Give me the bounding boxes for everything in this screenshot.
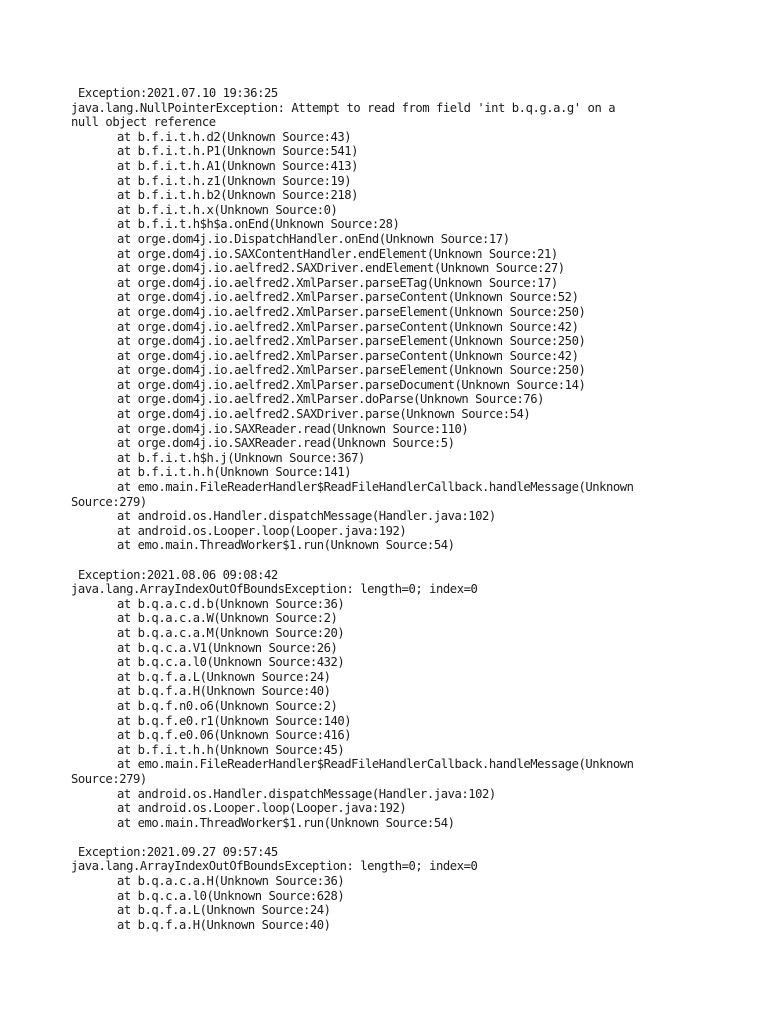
stack-frame: at b.q.f.a.H(Unknown Source:40) bbox=[117, 917, 331, 932]
stack-frame: at b.q.f.e0.r1(Unknown Source:140) bbox=[117, 713, 352, 728]
exception-message: java.lang.NullPointerException: Attempt to read from field 'int b.q.g.a.g' on a bbox=[71, 100, 616, 115]
stack-frame: at b.q.f.n0.o6(Unknown Source:2) bbox=[117, 698, 338, 713]
stack-frame: at b.q.c.a.l0(Unknown Source:628) bbox=[117, 888, 345, 903]
stack-frame: at b.f.i.t.h.h(Unknown Source:45) bbox=[117, 742, 345, 757]
exception-timestamp-header: Exception:2021.07.10 19:36:25 bbox=[78, 86, 278, 100]
stack-frame: at orge.dom4j.io.aelfred2.XmlParser.parseElement(Unknown Source:250) bbox=[117, 334, 586, 349]
exception-message: java.lang.ArrayIndexOutOfBoundsException: length=0; index=0 bbox=[71, 859, 478, 874]
exception-timestamp-header: Exception:2021.08.06 09:08:42 bbox=[78, 567, 278, 582]
stack-frame: at orge.dom4j.io.aelfred2.SAXDriver.parse(Unknown Source:54) bbox=[117, 407, 531, 422]
stack-frame: at orge.dom4j.io.DispatchHandler.onEnd(Unknown Source:17) bbox=[117, 231, 510, 246]
stack-frame: at b.f.i.t.h.d2(Unknown Source:43) bbox=[117, 129, 352, 144]
stack-frame: at orge.dom4j.io.SAXReader.read(Unknown Source:110) bbox=[117, 421, 469, 436]
stack-frame: at b.f.i.t.h$h.j(Unknown Source:367) bbox=[117, 450, 365, 465]
stack-frame: at android.os.Looper.loop(Looper.java:192) bbox=[117, 801, 407, 816]
stack-frame: at b.q.a.c.d.b(Unknown Source:36) bbox=[117, 596, 345, 611]
stack-frame: at b.q.f.a.L(Unknown Source:24) bbox=[117, 903, 331, 918]
stack-frame: at orge.dom4j.io.aelfred2.XmlParser.parseDocument(Unknown Source:14) bbox=[117, 377, 586, 392]
stack-frame: at android.os.Handler.dispatchMessage(Handler.java:102) bbox=[117, 786, 496, 801]
stack-frame: at b.f.i.t.h.z1(Unknown Source:19) bbox=[117, 173, 352, 188]
stack-frame-continuation: Source:279) bbox=[71, 494, 147, 509]
exception-timestamp-header: Exception:2021.09.27 09:57:45 bbox=[78, 844, 278, 859]
stack-frame: at b.f.i.t.h.b2(Unknown Source:218) bbox=[117, 188, 359, 203]
stack-frame: at emo.main.FileReaderHandler$ReadFileHandlerCallback.handleMessage(Unknown bbox=[117, 757, 634, 772]
exception-entry bbox=[71, 845, 761, 933]
exception-log-document bbox=[71, 86, 761, 947]
stack-frame: at orge.dom4j.io.aelfred2.XmlParser.parseElement(Unknown Source:250) bbox=[117, 363, 586, 378]
stack-frame: at b.f.i.t.h$h$a.onEnd(Unknown Source:28) bbox=[117, 217, 400, 232]
stack-frame: at android.os.Looper.loop(Looper.java:192) bbox=[117, 523, 407, 538]
stack-frame: at emo.main.ThreadWorker$1.run(Unknown Source:54) bbox=[117, 538, 455, 553]
stack-frame: at orge.dom4j.io.SAXReader.read(Unknown Source:5) bbox=[117, 436, 455, 451]
stack-frame: at android.os.Handler.dispatchMessage(Handler.java:102) bbox=[117, 509, 496, 524]
stack-frame: at b.q.a.c.a.H(Unknown Source:36) bbox=[117, 874, 345, 889]
stack-frame: at b.f.i.t.h.A1(Unknown Source:413) bbox=[117, 158, 359, 173]
stack-frame: at orge.dom4j.io.aelfred2.XmlParser.parseContent(Unknown Source:52) bbox=[117, 290, 579, 305]
stack-frame: at orge.dom4j.io.aelfred2.XmlParser.parseETag(Unknown Source:17) bbox=[117, 275, 558, 290]
stack-frame: at b.q.f.a.H(Unknown Source:40) bbox=[117, 684, 331, 699]
stack-frame: at b.q.a.c.a.M(Unknown Source:20) bbox=[117, 625, 345, 640]
stack-frame: at orge.dom4j.io.aelfred2.XmlParser.doParse(Unknown Source:76) bbox=[117, 392, 545, 407]
stack-frame: at orge.dom4j.io.SAXContentHandler.endElement(Unknown Source:21) bbox=[117, 246, 558, 261]
stack-frame: at b.q.f.a.L(Unknown Source:24) bbox=[117, 669, 331, 684]
stack-frame: at b.q.c.a.l0(Unknown Source:432) bbox=[117, 655, 345, 670]
stack-frame: at b.f.i.t.h.P1(Unknown Source:541) bbox=[117, 144, 359, 159]
stack-frame: at b.q.c.a.V1(Unknown Source:26) bbox=[117, 640, 338, 655]
stack-frame-continuation: Source:279) bbox=[71, 771, 147, 786]
exception-message: java.lang.ArrayIndexOutOfBoundsException: length=0; index=0 bbox=[71, 582, 478, 597]
stack-frame: at b.q.f.e0.06(Unknown Source:416) bbox=[117, 728, 352, 743]
stack-frame: at emo.main.ThreadWorker$1.run(Unknown Source:54) bbox=[117, 815, 455, 830]
stack-frame: at orge.dom4j.io.aelfred2.XmlParser.parseContent(Unknown Source:42) bbox=[117, 319, 579, 334]
stack-frame: at orge.dom4j.io.aelfred2.XmlParser.parseElement(Unknown Source:250) bbox=[117, 304, 586, 319]
exception-message: null object reference bbox=[71, 115, 216, 130]
stack-frame: at orge.dom4j.io.aelfred2.SAXDriver.endElement(Unknown Source:27) bbox=[117, 261, 565, 276]
stack-frame: at emo.main.FileReaderHandler$ReadFileHandlerCallback.handleMessage(Unknown bbox=[117, 480, 634, 495]
stack-frame: at b.q.a.c.a.W(Unknown Source:2) bbox=[117, 611, 338, 626]
exception-entry bbox=[71, 568, 761, 831]
exception-entry bbox=[71, 86, 761, 553]
stack-frame: at orge.dom4j.io.aelfred2.XmlParser.parseContent(Unknown Source:42) bbox=[117, 348, 579, 363]
stack-frame: at b.f.i.t.h.h(Unknown Source:141) bbox=[117, 465, 352, 480]
stack-frame: at b.f.i.t.h.x(Unknown Source:0) bbox=[117, 202, 338, 217]
